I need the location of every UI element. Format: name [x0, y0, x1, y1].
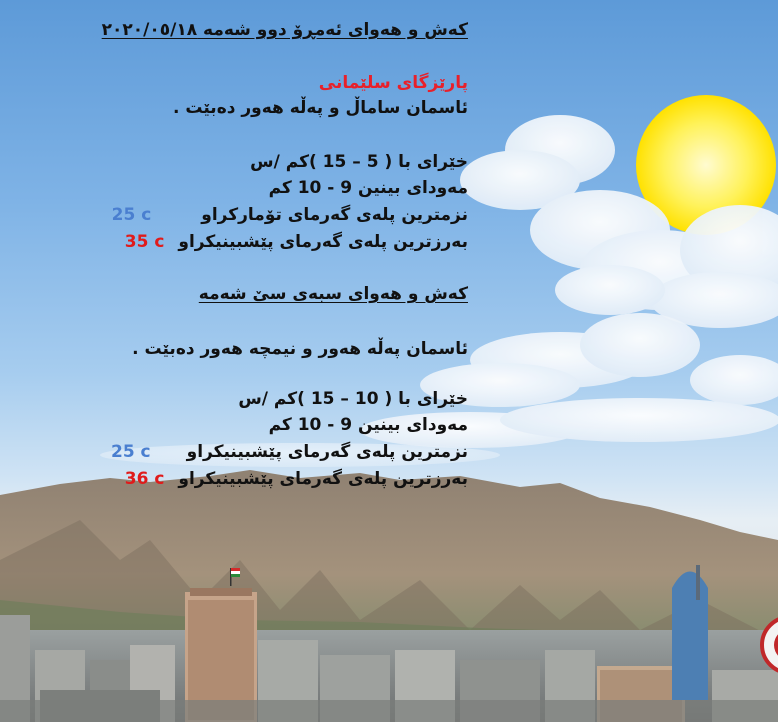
today-visibility: مەودای بینین 9 - 10 کم: [268, 178, 468, 198]
today-max-value: 35 c: [124, 232, 165, 252]
today-max-label: بەرزترین پلەی گەرمای پێشبینیکراو: [178, 232, 468, 252]
today-header: کەش و هەوای ئەمڕۆ دوو شەمە ٢٠٢٠/٠٥/١٨: [101, 20, 468, 40]
tomorrow-min-temp-row: [111, 441, 468, 463]
today-sky: ئاسمان ساماڵ و پەڵە هەور دەبێت .: [173, 98, 468, 118]
tomorrow-max-value: 36 c: [124, 469, 165, 489]
tomorrow-min-label: نزمترین پلەی گەرمای پێشبینیکراو: [186, 442, 468, 462]
today-min-value: 25 c: [111, 205, 152, 225]
tomorrow-min-value: 25 c: [110, 442, 151, 462]
tomorrow-header: کەش و هەوای سبەی سێ شەمە: [198, 284, 468, 304]
tomorrow-max-label: بەرزترین پلەی گەرمای پێشبینیکراو: [178, 469, 468, 489]
tomorrow-visibility: مەودای بینین 9 - 10 کم: [268, 415, 468, 435]
tomorrow-wind: خێرای با ( 10 – 15 )کم /س: [238, 389, 468, 409]
today-max-temp-row: [125, 231, 468, 253]
today-wind: خێرای با ( 5 – 15 )کم /س: [250, 152, 468, 172]
today-min-temp-row: [112, 204, 468, 226]
tomorrow-max-temp-row: [125, 468, 468, 490]
tomorrow-sky: ئاسمان پەڵە هەور و نیمچە هەور دەبێت .: [132, 339, 468, 359]
city-name: پارێزگای سلێمانی: [318, 73, 468, 93]
today-min-label: نزمترین پلەی گەرمای تۆمارکراو: [201, 205, 468, 225]
